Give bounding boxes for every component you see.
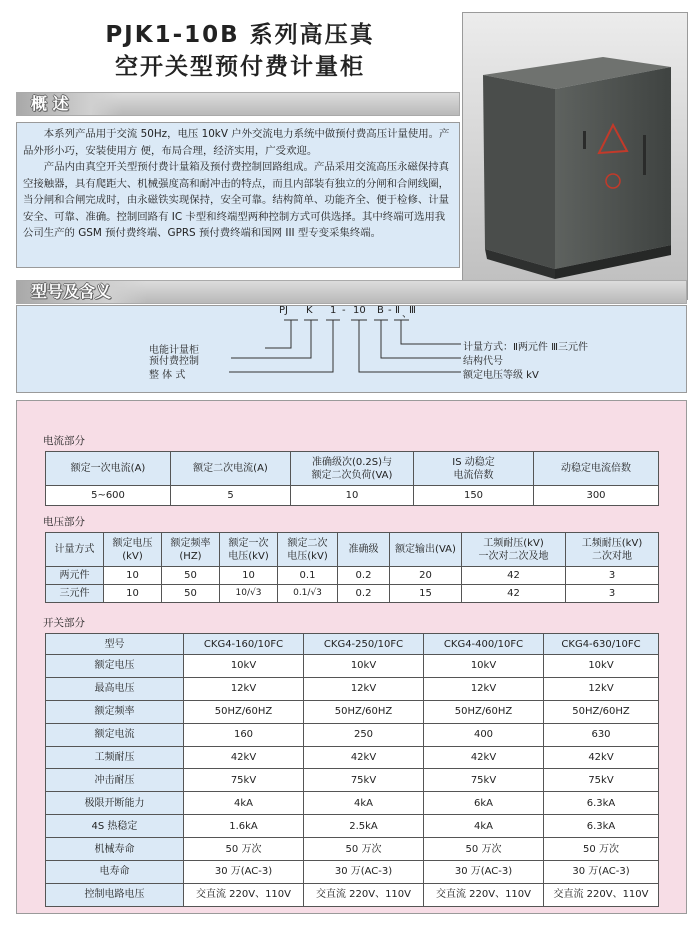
page-title-line1: PJK1-10B 系列高压真 (105, 22, 375, 48)
switch-cell: 10kV (424, 655, 544, 678)
voltage-header: 额定二次 电压(kV) (278, 533, 338, 567)
switch-cell: 75kV (304, 769, 424, 792)
voltage-cell: 两元件 (46, 567, 104, 585)
voltage-table (45, 532, 659, 603)
voltage-header: 额定电压 (kV) (104, 533, 162, 567)
current-header: 动稳定电流倍数 (534, 452, 659, 486)
voltage-cell: 0.2 (338, 585, 390, 603)
switch-cell: 4S 热稳定 (46, 815, 184, 838)
switch-cell: 42kV (424, 746, 544, 769)
voltage-cell: 三元件 (46, 585, 104, 603)
model-label-metering-mode: 计量方式：Ⅱ两元件 Ⅲ三元件 (463, 342, 588, 353)
model-label-meter-cabinet: 电能计量柜 (149, 345, 199, 356)
switch-cell: 75kV (184, 769, 304, 792)
voltage-cell: 15 (390, 585, 462, 603)
switch-cell: 最高电压 (46, 677, 184, 700)
switch-cell: 工频耐压 (46, 746, 184, 769)
voltage-cell: 10 (104, 585, 162, 603)
switch-cell: 额定电流 (46, 723, 184, 746)
switch-header: CKG4-160/10FC (184, 634, 304, 655)
switch-row (46, 723, 659, 746)
switch-row (46, 838, 659, 861)
model-heading: 型号及含义 (17, 281, 147, 303)
switch-cell: 1.6kA (184, 815, 304, 838)
model-code-b: B (377, 305, 384, 316)
switch-cell: 额定频率 (46, 700, 184, 723)
model-code-1: 1 (330, 305, 337, 316)
switch-cell: 6kA (424, 792, 544, 815)
switch-cell: 50HZ/60HZ (424, 700, 544, 723)
switch-row (46, 861, 659, 884)
switch-cell: 50HZ/60HZ (184, 700, 304, 723)
switch-cell: 160 (184, 723, 304, 746)
switch-header: CKG4-250/10FC (304, 634, 424, 655)
model-code-10: 10 (353, 305, 366, 316)
switch-row (46, 815, 659, 838)
switch-cell: 50HZ/60HZ (304, 700, 424, 723)
switch-table (45, 633, 659, 907)
current-cell: 5~600 (46, 486, 171, 506)
current-cell: 5 (171, 486, 291, 506)
model-label-prepaid-control: 预付费控制 (149, 356, 199, 367)
switch-cell: 30 万(AC-3) (304, 861, 424, 884)
switch-row (46, 792, 659, 815)
current-header: IS 动稳定 电流倍数 (414, 452, 534, 486)
switch-cell: 50 万次 (424, 838, 544, 861)
switch-cell: 4kA (304, 792, 424, 815)
model-code-pj: PJ (279, 305, 288, 316)
current-header: 准确级次(0.2S)与 额定二次负荷(VA) (291, 452, 414, 486)
voltage-header: 额定一次 电压(kV) (220, 533, 278, 567)
model-label-integral: 整 体 式 (149, 370, 186, 381)
switch-section-label: 开关部分 (43, 617, 85, 629)
current-table (45, 451, 659, 506)
voltage-header: 额定频率 (HZ) (162, 533, 220, 567)
voltage-cell: 20 (390, 567, 462, 585)
switch-cell: 电寿命 (46, 861, 184, 884)
switch-cell: 6.3kA (544, 815, 659, 838)
overview-heading: 概 述 (17, 93, 122, 115)
voltage-cell: 3 (566, 567, 659, 585)
voltage-header: 工频耐压(kV) 二次对地 (566, 533, 659, 567)
model-label-rated-voltage: 额定电压等级 kV (463, 370, 539, 381)
switch-cell: 50 万次 (304, 838, 424, 861)
switch-cell: 75kV (424, 769, 544, 792)
tech-params-box (16, 400, 687, 914)
voltage-cell: 0.1 (278, 567, 338, 585)
voltage-section-label: 电压部分 (43, 516, 85, 528)
switch-cell: 交直流 220V、110V (304, 883, 424, 906)
switch-cell: 50 万次 (544, 838, 659, 861)
overview-text-box (16, 122, 460, 268)
overview-heading-bar (16, 92, 460, 116)
voltage-cell: 50 (162, 585, 220, 603)
switch-cell: 75kV (544, 769, 659, 792)
switch-header: 型号 (46, 634, 184, 655)
switch-cell: 10kV (544, 655, 659, 678)
voltage-header: 额定输出(VA) (390, 533, 462, 567)
current-cell: 150 (414, 486, 534, 506)
switch-cell: 10kV (304, 655, 424, 678)
model-code-dash1: - (342, 305, 346, 316)
switch-row (46, 746, 659, 769)
voltage-cell: 42 (462, 585, 566, 603)
switch-cell: 2.5kA (304, 815, 424, 838)
voltage-header: 计量方式 (46, 533, 104, 567)
switch-cell: 4kA (184, 792, 304, 815)
voltage-cell: 0.1/√3 (278, 585, 338, 603)
overview-paragraph-2: 产品内由真空开关型预付费计量箱及预付费控制回路组成。产品采用交流高压永磁保持真空接触器，具有爬距大、机械强度高和耐冲击的特点，而且内部装有独立的分闸和合闸线圈，当分闸和合闸完成时，由永磁铁实现保持，安全可靠。结构简单、功能齐全、便于检修、计量安全、可靠、准确。控制回路有 IC 卡型和终端型两种控制方式可供选择。其中终端可选用我公司生产的 GSM 预付费终端、GPRS 预付费终端和国网 III 型专变采集终端。 (23, 161, 450, 239)
switch-cell: 冲击耐压 (46, 769, 184, 792)
switch-cell: 交直流 220V、110V (424, 883, 544, 906)
switch-cell: 42kV (184, 746, 304, 769)
metering-cabinet-photo (462, 12, 688, 300)
current-cell: 300 (534, 486, 659, 506)
voltage-cell: 3 (566, 585, 659, 603)
switch-header: CKG4-400/10FC (424, 634, 544, 655)
switch-cell: 12kV (304, 677, 424, 700)
model-code-dash2: - (388, 305, 392, 316)
switch-cell: 30 万(AC-3) (544, 861, 659, 884)
model-diagram-box (16, 305, 687, 393)
voltage-cell: 10 (220, 567, 278, 585)
current-header: 额定二次电流(A) (171, 452, 291, 486)
current-section-label: 电流部分 (43, 435, 85, 447)
switch-cell: 30 万(AC-3) (424, 861, 544, 884)
switch-cell: 250 (304, 723, 424, 746)
switch-cell: 12kV (424, 677, 544, 700)
switch-row (46, 769, 659, 792)
switch-cell: 控制电路电压 (46, 883, 184, 906)
voltage-cell: 10/√3 (220, 585, 278, 603)
switch-row (46, 700, 659, 723)
switch-header: CKG4-630/10FC (544, 634, 659, 655)
switch-cell: 12kV (544, 677, 659, 700)
page-title-line2: 空开关型预付费计量柜 (115, 54, 365, 80)
voltage-cell: 0.2 (338, 567, 390, 585)
switch-cell: 42kV (544, 746, 659, 769)
switch-cell: 30 万(AC-3) (184, 861, 304, 884)
model-code-ii: Ⅱ (395, 305, 400, 316)
switch-cell: 12kV (184, 677, 304, 700)
switch-cell: 10kV (184, 655, 304, 678)
switch-cell: 极限开断能力 (46, 792, 184, 815)
voltage-cell: 10 (104, 567, 162, 585)
model-label-structure-code: 结构代号 (463, 356, 503, 367)
switch-cell: 4kA (424, 815, 544, 838)
switch-row (46, 655, 659, 678)
current-header: 额定一次电流(A) (46, 452, 171, 486)
switch-cell: 额定电压 (46, 655, 184, 678)
switch-row (46, 677, 659, 700)
switch-cell: 42kV (304, 746, 424, 769)
voltage-cell: 42 (462, 567, 566, 585)
switch-cell: 交直流 220V、110V (184, 883, 304, 906)
voltage-cell: 50 (162, 567, 220, 585)
overview-paragraph-1: 本系列产品用于交流 50Hz，电压 10kV 户外交流电力系统中做预付费高压计量使用。产品外形小巧，安装使用方 便，布局合理，经济实用，广受欢迎。 (23, 128, 450, 157)
switch-cell: 机械寿命 (46, 838, 184, 861)
switch-row (46, 883, 659, 906)
model-code-sep: 、 (402, 309, 412, 320)
current-cell: 10 (291, 486, 414, 506)
switch-cell: 50 万次 (184, 838, 304, 861)
voltage-header: 准确级 (338, 533, 390, 567)
switch-cell: 630 (544, 723, 659, 746)
model-heading-bar (16, 280, 687, 304)
switch-cell: 6.3kA (544, 792, 659, 815)
model-code-k: K (306, 305, 313, 316)
switch-cell: 400 (424, 723, 544, 746)
switch-cell: 50HZ/60HZ (544, 700, 659, 723)
switch-cell: 交直流 220V、110V (544, 883, 659, 906)
model-code-iii: Ⅲ (409, 305, 416, 316)
cabinet-illustration (463, 13, 688, 300)
voltage-header: 工频耐压(kV) 一次对二次及地 (462, 533, 566, 567)
